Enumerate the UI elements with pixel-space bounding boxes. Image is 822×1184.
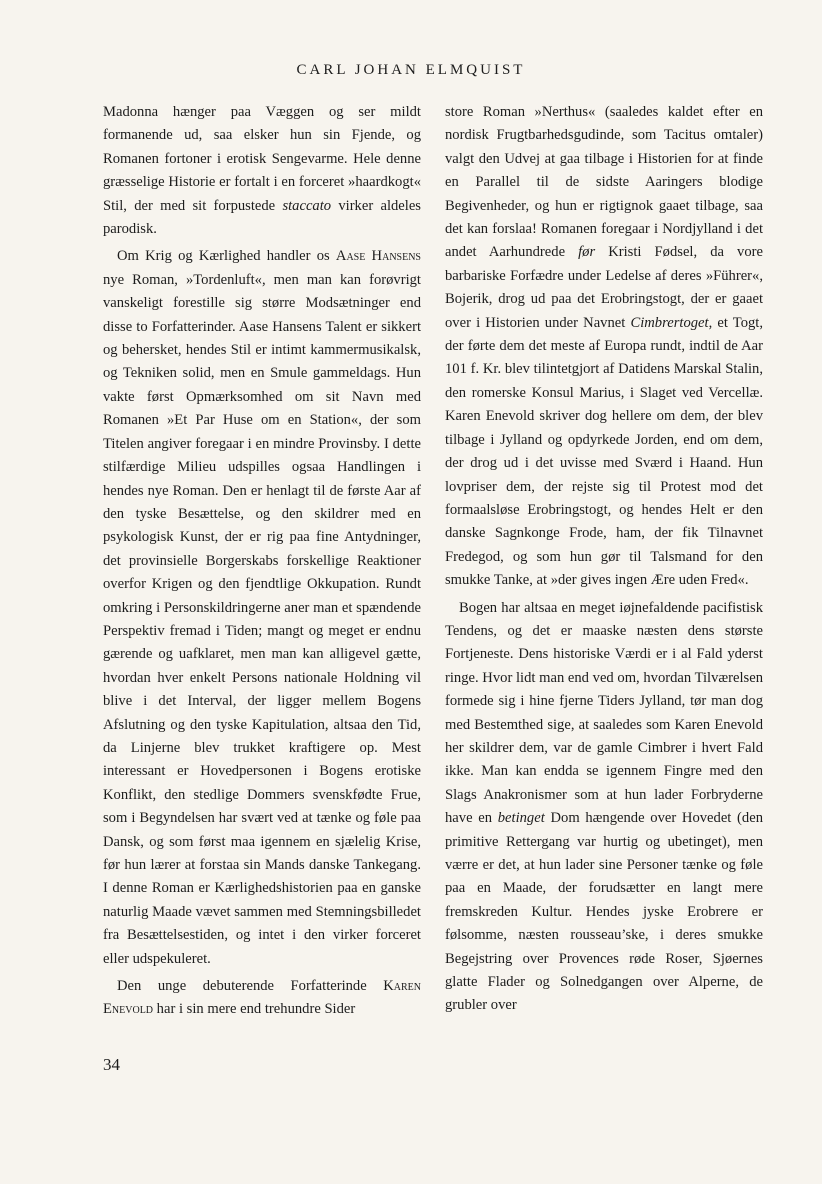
paragraph bbox=[445, 101, 763, 593]
author-name: Karen Enevold bbox=[103, 978, 421, 1018]
text-columns bbox=[103, 101, 763, 1061]
italic-term: Cimbrertoget bbox=[630, 314, 709, 331]
text-run: virker aldeles parodisk. bbox=[103, 197, 421, 238]
text-run: , et Togt, der førte dem det meste af Europa rundt, indtil de Aar 101 f. Kr. blev tilintetgjort af Datidens Marskal Stalin, den romerske Konsul Marius, i Slaget ved Vercellæ. Karen Enevold skriver dog hellere om dem, der blev tilbage i Jylland og opdyrkede Jorden, end om dem, der drog ud i det uvisse med Sværd i Haand. Hun lovpriser dem, der rejste sig til Protest mod det formaalsløse Erobringstogt, og hendes Helt er den danske Sagnkonge Frode, ham, der fik Tilnavnet Fredegod, og som hun gør til Talsmand for den smukke Tanke, at »der gives ingen Ære uden Fred«. bbox=[445, 314, 764, 589]
text-run: nye Roman, »Tordenluft«, men man kan forøvrigt vanskeligt forestille sig større Modsætninger end disse to Forfatterinder. Aase Hansens Talent er sikkert og behersket, hendes Stil er intimt kammermusikalsk, og Tekniken solid, men en Smule gammeldags. Hun vakte først Opmærksomhed om sit Navn med Romanen »Et Par Huse om en Station«, der som Titelen angiver foregaar i en mindre Provinsby. I dette stilfærdige Milieu udspilles ogsaa Handlingen i hendes nye Roman. Den er henlagt til de første Aar af den tyske Besættelse, og den skildrer med en psykologisk Kunst, der er rig paa fine Antydninger, det provinsielle Borgerskabs forskellige Reaktioner overfor Krigen og den fjendtlige Okkupation. Rundt omkring i Personskildringerne aner man et spændende Perspektiv fremad i Tiden; mangt og meget er endnu gærende og uafklaret, men man kan alligevel gætte, hvordan hver enkelt Persons nationale Holdning vil blive i det Interval, der ligger mellem Bogens Afslutning og den tyske Kapitulation, altsaa den Tid, da Linjerne blev trukket kraftigere op. Mest interessant er Hovedpersonen i Bogens erotiske Konflikt, den stedlige Dommers svenskfødte Frue, som i Begyndelsen har svært ved at tænke og føle paa Dansk, og som først maa igennem en sjælelig Krise, før hun lærer at forstaa sin Mands danske Tankegang. I denne Roman er Kærlighedshistorien paa en ganske naturlig Maade vævet sammen med Stemningsbilledet fra Besættelsestiden, og intet i den virker forceret eller udspekuleret. bbox=[103, 271, 421, 967]
italic-term: staccato bbox=[282, 197, 332, 214]
italic-term: før bbox=[578, 244, 596, 261]
text-run: Om Krig og Kærlighed handler os bbox=[117, 248, 336, 265]
italic-term: betinget bbox=[497, 810, 545, 827]
text-run: Bogen har altsaa en meget iøjnefaldende pacifistisk Tendens, og det er maaske næsten dens største Fortjeneste. Dens historiske Værdi er i al Fald yderst ringe. Hvor lidt man end ved om, hvordan Tilværelsen formede sig i hine fjerne Tiders Jylland, tør man dog med Bestemthed sige, at saaledes som Karen Enevold her skildrer dem, var de gamle Cimbrer i hvert Fald ikke. Man kan endda se igennem Fingre med den Slags Anakronismer som at hun lader Forbryderne have en bbox=[445, 599, 763, 827]
paragraph bbox=[103, 101, 421, 241]
text-run: store Roman »Nerthus« (saaledes kaldet efter en nordisk Frugtbarhedsgudinde, som Tacitus omtaler) valgt den Udvej at gaa tilbage i Historien for at finde en Parallel til de sidste Aaringers blodige Begivenheder, og hun er rigtignok gaaet tilbage, saa det kan forslaa! Romanen foregaar i Nordjylland i det andet Aarhundrede bbox=[445, 104, 763, 261]
paragraph bbox=[445, 597, 763, 1018]
text-run: Kristi Fødsel, da vore barbariske Forfædre under Ledelse af deres »Führer«, Bojerik, drog ud paa det Erobringstogt, der er gaaet over i Historien under Navnet bbox=[445, 244, 763, 331]
running-title: CARL JOHAN ELMQUIST bbox=[296, 62, 526, 78]
text-run: Madonna hænger paa Væggen og ser mildt formanende ud, saa elsker hun sin Fjende, og Romanen fortoner i erotisk Sengevarme. Hele denne græsselige Historie er fortalt i en forceret »haardkogt« Stil, der med sit forpustede bbox=[103, 104, 421, 214]
text-run: Dom hængende over Hovedet (den primitive Rettergang var hurtig og ubetinget), men værre er det, at hun lader sine Personer tænke og føle paa en Maade, der forudsætter en langt mere fremskreden Kultur. Hendes jyske Erobrere er følsomme, næsten rousseau’ske, i deres smukke Begejstring over Provences røde Roser, Sjøernes glatte Flader og Solnedgangen over Alperne, de grubler over bbox=[445, 810, 763, 1014]
left-column bbox=[103, 101, 421, 1061]
text-run: Den unge debuterende Forfatterinde bbox=[117, 978, 384, 995]
right-column bbox=[445, 101, 763, 1061]
page-number: 34 bbox=[103, 1055, 120, 1074]
author-name: Aase Hansens bbox=[335, 248, 421, 265]
paragraph bbox=[103, 975, 421, 1022]
text-run: har i sin mere end trehundre Sider bbox=[153, 1001, 356, 1018]
paragraph bbox=[103, 245, 421, 971]
